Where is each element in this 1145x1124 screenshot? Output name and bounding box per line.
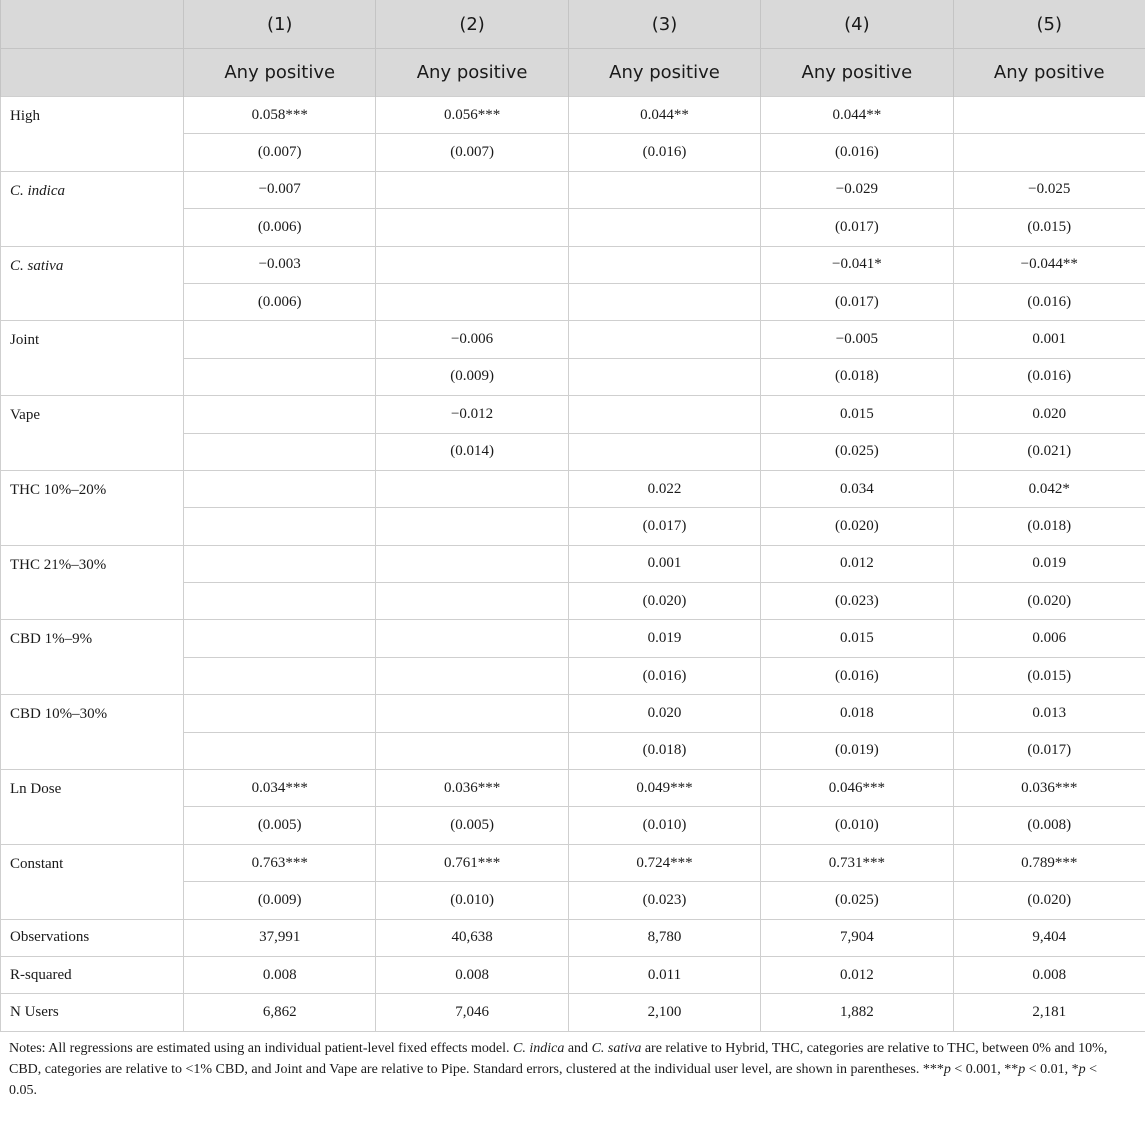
coefficient-cell: −0.029: [761, 171, 953, 208]
dependent-variable: Any positive: [761, 49, 953, 97]
coefficient-cell: −0.041*: [761, 246, 953, 283]
notes-italic-sativa: C. sativa: [591, 1040, 642, 1056]
std-error-cell: [184, 657, 376, 694]
column-number: (4): [761, 0, 953, 49]
std-error-cell: (0.015): [953, 657, 1145, 694]
coefficient-cell: 0.013: [953, 695, 1145, 732]
notes-italic-p: p: [943, 1061, 951, 1077]
coefficient-cell: 0.020: [568, 695, 760, 732]
statistic-cell: 7,046: [376, 994, 568, 1031]
coefficient-cell: 0.034: [761, 470, 953, 507]
coefficient-cell: [568, 171, 760, 208]
coefficient-cell: 0.022: [568, 470, 760, 507]
notes-text: and: [564, 1040, 592, 1056]
std-error-cell: (0.016): [761, 134, 953, 171]
row-label: [1, 321, 184, 396]
coefficient-cell: 0.001: [568, 545, 760, 582]
coefficient-row: [1, 97, 1145, 134]
dependent-variable: Any positive: [376, 49, 568, 97]
coefficient-cell: 0.731***: [761, 844, 953, 881]
std-error-cell: (0.025): [761, 433, 953, 470]
std-error-cell: (0.005): [376, 807, 568, 844]
std-error-cell: [376, 283, 568, 320]
row-label: [1, 97, 184, 172]
coefficient-row: [1, 844, 1145, 881]
std-error-cell: [376, 657, 568, 694]
statistic-label: N Users: [1, 994, 184, 1031]
std-error-cell: [184, 508, 376, 545]
coefficient-cell: 0.046***: [761, 770, 953, 807]
statistic-cell: 7,904: [761, 919, 953, 956]
column-number: (3): [568, 0, 760, 49]
std-error-cell: (0.015): [953, 209, 1145, 246]
std-error-cell: [568, 209, 760, 246]
std-error-cell: (0.016): [953, 283, 1145, 320]
table-header: [1, 0, 1145, 97]
coefficient-row: [1, 470, 1145, 507]
statistic-cell: 6,862: [184, 994, 376, 1031]
statistic-label: Observations: [1, 919, 184, 956]
notes-italic-indica: C. indica: [513, 1040, 565, 1056]
dependent-variable: Any positive: [953, 49, 1145, 97]
coefficient-cell: 0.019: [568, 620, 760, 657]
std-error-cell: (0.023): [568, 882, 760, 919]
statistic-cell: 40,638: [376, 919, 568, 956]
std-error-cell: (0.020): [761, 508, 953, 545]
std-error-cell: [184, 433, 376, 470]
coefficient-cell: [376, 545, 568, 582]
statistic-cell: 0.011: [568, 956, 760, 993]
statistic-cell: 9,404: [953, 919, 1145, 956]
statistic-row: [1, 919, 1145, 956]
std-error-cell: (0.020): [953, 882, 1145, 919]
coefficient-cell: 0.034***: [184, 770, 376, 807]
header-corner: [1, 0, 184, 49]
row-label-text: THC 10%–20%: [10, 481, 107, 498]
std-error-cell: (0.005): [184, 807, 376, 844]
std-error-cell: (0.010): [761, 807, 953, 844]
std-error-cell: [568, 433, 760, 470]
row-label-text: Joint: [10, 332, 40, 349]
std-error-cell: (0.016): [761, 657, 953, 694]
std-error-cell: (0.009): [376, 358, 568, 395]
table-body: [1, 97, 1145, 1032]
std-error-cell: (0.010): [376, 882, 568, 919]
coefficient-cell: 0.019: [953, 545, 1145, 582]
coefficient-row: [1, 695, 1145, 732]
coefficient-cell: [376, 246, 568, 283]
row-label: [1, 246, 184, 321]
coefficient-cell: [568, 321, 760, 358]
coefficient-cell: 0.056***: [376, 97, 568, 134]
std-error-cell: (0.007): [184, 134, 376, 171]
row-label: [1, 844, 184, 919]
coefficient-cell: −0.012: [376, 396, 568, 433]
row-label-text: CBD 1%–9%: [10, 631, 93, 648]
column-number: (1): [184, 0, 376, 49]
std-error-cell: (0.008): [953, 807, 1145, 844]
coefficient-cell: 0.763***: [184, 844, 376, 881]
coefficient-cell: 0.724***: [568, 844, 760, 881]
column-number: (5): [953, 0, 1145, 49]
dependent-variable: Any positive: [568, 49, 760, 97]
coefficient-cell: 0.049***: [568, 770, 760, 807]
coefficient-cell: [568, 246, 760, 283]
std-error-cell: (0.018): [568, 732, 760, 769]
column-number: (2): [376, 0, 568, 49]
coefficient-cell: [184, 396, 376, 433]
coefficient-cell: −0.005: [761, 321, 953, 358]
coefficient-cell: 0.042*: [953, 470, 1145, 507]
std-error-cell: (0.009): [184, 882, 376, 919]
notes-italic-p: p: [1078, 1061, 1086, 1077]
coefficient-row: [1, 396, 1145, 433]
coefficient-row: [1, 321, 1145, 358]
row-label: [1, 470, 184, 545]
statistic-cell: 37,991: [184, 919, 376, 956]
row-label: [1, 695, 184, 770]
std-error-cell: [184, 583, 376, 620]
row-label-text: C. indica: [10, 182, 65, 199]
table-notes: [0, 1032, 1124, 1101]
coefficient-cell: 0.036***: [953, 770, 1145, 807]
header-corner: [1, 49, 184, 97]
statistic-cell: 0.008: [376, 956, 568, 993]
std-error-cell: (0.023): [761, 583, 953, 620]
coefficient-row: [1, 171, 1145, 208]
row-label: [1, 545, 184, 620]
statistic-row: [1, 994, 1145, 1031]
std-error-cell: (0.016): [953, 358, 1145, 395]
std-error-cell: (0.010): [568, 807, 760, 844]
coefficient-cell: 0.058***: [184, 97, 376, 134]
coefficient-cell: 0.044**: [568, 97, 760, 134]
coefficient-cell: [568, 396, 760, 433]
row-label-text: THC 21%–30%: [10, 556, 107, 573]
coefficient-cell: 0.015: [761, 396, 953, 433]
statistic-cell: 2,100: [568, 994, 760, 1031]
coefficient-cell: 0.006: [953, 620, 1145, 657]
coefficient-cell: [184, 545, 376, 582]
std-error-cell: (0.017): [761, 209, 953, 246]
row-label: [1, 770, 184, 845]
notes-text: Notes: All regressions are estimated using an individual patient-level fixed effects model.: [9, 1040, 513, 1056]
statistic-row: [1, 956, 1145, 993]
std-error-cell: (0.018): [761, 358, 953, 395]
coefficient-cell: −0.025: [953, 171, 1145, 208]
std-error-cell: (0.006): [184, 209, 376, 246]
coefficient-cell: [184, 321, 376, 358]
std-error-cell: (0.017): [761, 283, 953, 320]
coefficient-cell: 0.018: [761, 695, 953, 732]
coefficient-cell: [953, 97, 1145, 134]
std-error-cell: (0.007): [376, 134, 568, 171]
std-error-cell: (0.021): [953, 433, 1145, 470]
header-row-numbers: [1, 0, 1145, 49]
row-label: [1, 396, 184, 471]
coefficient-cell: 0.789***: [953, 844, 1145, 881]
std-error-cell: [568, 283, 760, 320]
notes-text: are relative to Hybrid, THC, categories are relative to THC, between 0% and 10%, CBD, categories are relative to <1% CBD, and Joint and Vape are relative to Pipe. Standard errors, clustered at the individual user level, are shown in parentheses. ***: [9, 1040, 1108, 1077]
coefficient-cell: [184, 695, 376, 732]
coefficient-cell: 0.036***: [376, 770, 568, 807]
coefficient-cell: 0.044**: [761, 97, 953, 134]
coefficient-row: [1, 545, 1145, 582]
notes-text: < 0.05.: [9, 1061, 1098, 1098]
std-error-cell: (0.017): [568, 508, 760, 545]
coefficient-cell: [376, 695, 568, 732]
statistic-cell: 0.008: [184, 956, 376, 993]
coefficient-row: [1, 620, 1145, 657]
std-error-cell: (0.006): [184, 283, 376, 320]
notes-italic-p: p: [1018, 1061, 1026, 1077]
coefficient-cell: −0.044**: [953, 246, 1145, 283]
std-error-cell: [376, 732, 568, 769]
coefficient-cell: [376, 470, 568, 507]
std-error-cell: (0.020): [953, 583, 1145, 620]
std-error-cell: (0.025): [761, 882, 953, 919]
std-error-cell: (0.016): [568, 657, 760, 694]
statistic-cell: 8,780: [568, 919, 760, 956]
std-error-cell: (0.020): [568, 583, 760, 620]
row-label-text: C. sativa: [10, 257, 64, 274]
row-label: [1, 171, 184, 246]
std-error-cell: (0.014): [376, 433, 568, 470]
header-row-dependent: [1, 49, 1145, 97]
statistic-cell: 0.012: [761, 956, 953, 993]
coefficient-row: [1, 246, 1145, 283]
row-label-text: Constant: [10, 855, 64, 872]
std-error-cell: [376, 209, 568, 246]
coefficient-cell: 0.761***: [376, 844, 568, 881]
std-error-cell: (0.018): [953, 508, 1145, 545]
std-error-cell: (0.017): [953, 732, 1145, 769]
std-error-cell: (0.016): [568, 134, 760, 171]
std-error-cell: [376, 583, 568, 620]
coefficient-cell: [376, 620, 568, 657]
coefficient-row: [1, 770, 1145, 807]
coefficient-cell: [376, 171, 568, 208]
row-label: [1, 620, 184, 695]
statistic-cell: 1,882: [761, 994, 953, 1031]
coefficient-cell: −0.007: [184, 171, 376, 208]
coefficient-cell: 0.015: [761, 620, 953, 657]
std-error-cell: [184, 732, 376, 769]
std-error-cell: [568, 358, 760, 395]
row-label-text: Ln Dose: [10, 781, 62, 798]
statistic-cell: 2,181: [953, 994, 1145, 1031]
statistic-cell: 0.008: [953, 956, 1145, 993]
notes-text: < 0.001, **: [950, 1061, 1019, 1077]
std-error-cell: [184, 358, 376, 395]
row-label-text: CBD 10%–30%: [10, 706, 108, 723]
statistic-label: R-squared: [1, 956, 184, 993]
std-error-cell: (0.019): [761, 732, 953, 769]
dependent-variable: Any positive: [184, 49, 376, 97]
std-error-cell: [376, 508, 568, 545]
coefficient-cell: [184, 620, 376, 657]
coefficient-cell: −0.006: [376, 321, 568, 358]
row-label-text: High: [10, 108, 40, 124]
coefficient-cell: 0.012: [761, 545, 953, 582]
coefficient-cell: 0.001: [953, 321, 1145, 358]
notes-text: < 0.01, *: [1025, 1061, 1079, 1077]
coefficient-cell: −0.003: [184, 246, 376, 283]
coefficient-cell: 0.020: [953, 396, 1145, 433]
coefficient-cell: [184, 470, 376, 507]
row-label-text: Vape: [10, 407, 40, 424]
std-error-cell: [953, 134, 1145, 171]
